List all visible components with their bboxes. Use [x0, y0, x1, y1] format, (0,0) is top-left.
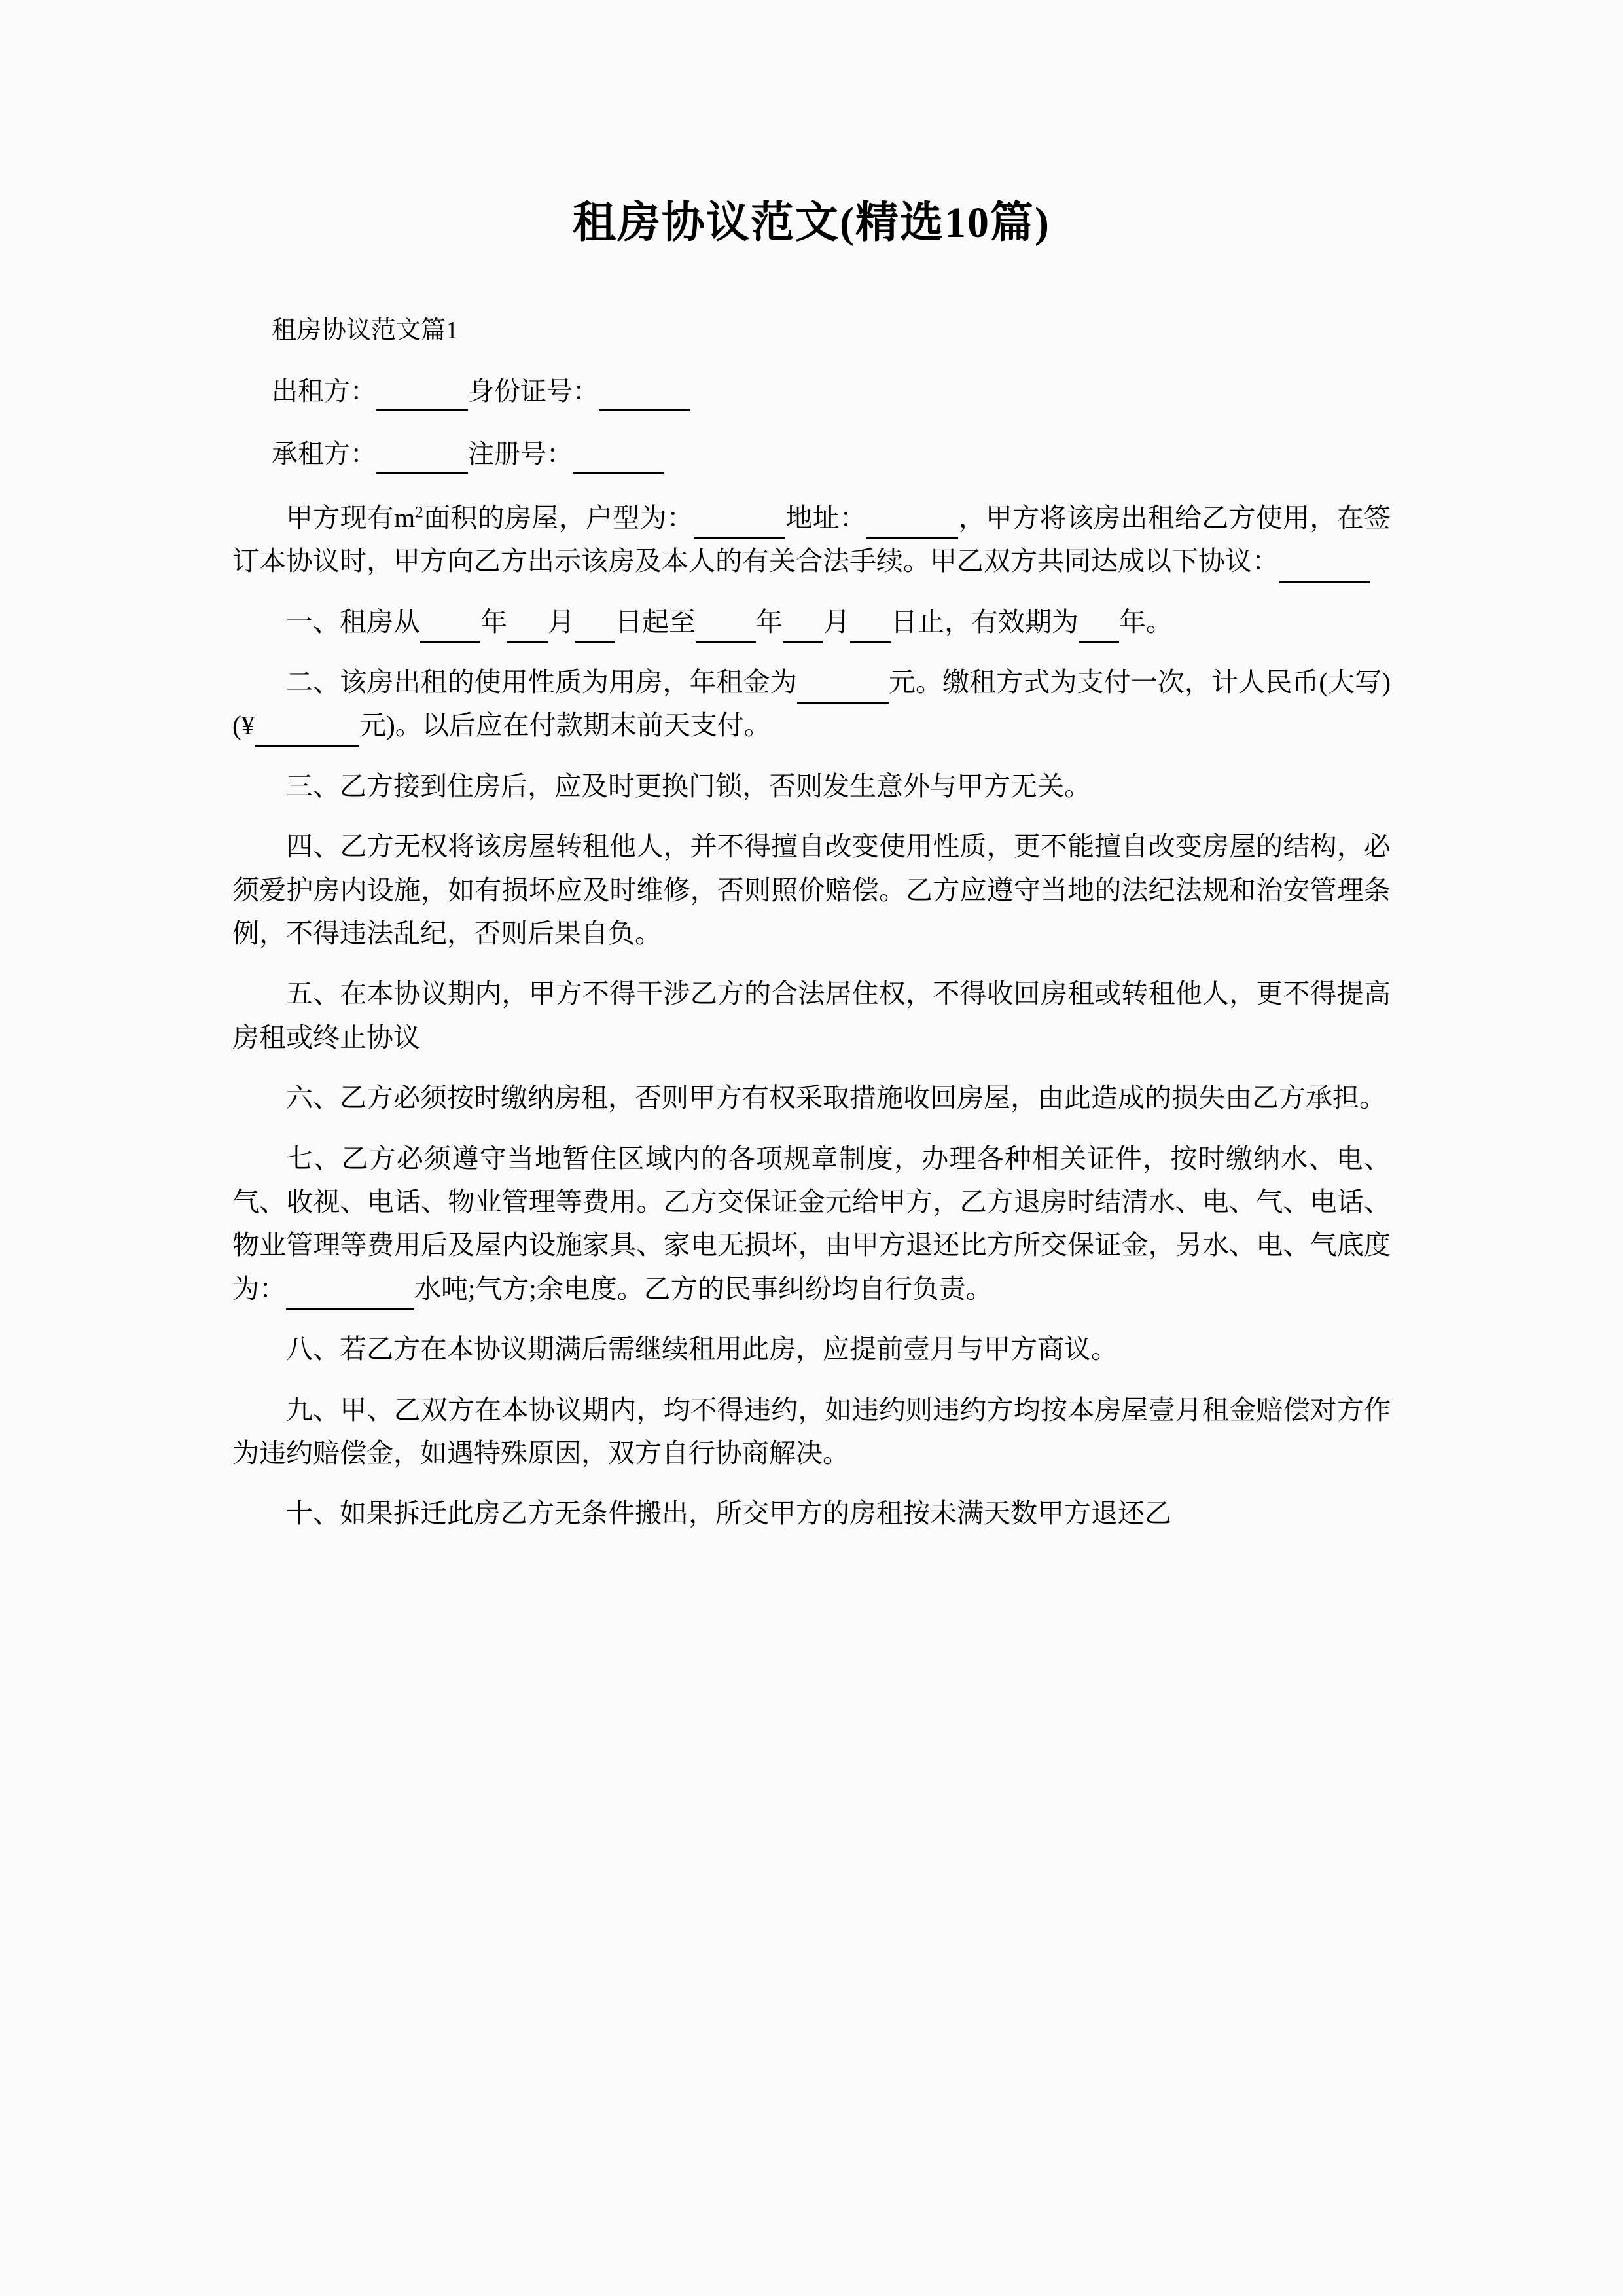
start-month-blank[interactable] — [507, 613, 548, 643]
clause-1-text-f: 月 — [823, 606, 850, 637]
clause-3-paragraph: 三、乙方接到住房后，应及时更换门锁，否则发生意外与甲方无关。 — [286, 770, 1091, 801]
preamble-text-d: ，甲方将该房出租给乙方使用，在签订本协议时，甲方向乙方出示该房及本人的有关合法手续。甲乙双方共同达成以下协议： — [232, 502, 1391, 577]
area-unit-text: m — [394, 502, 416, 533]
end-day-blank[interactable] — [850, 613, 891, 643]
start-year-blank[interactable] — [420, 613, 480, 643]
utility-base-reading-blank[interactable] — [286, 1280, 414, 1310]
clause-2-text-c: 元)。以后应在付款期末前天支付。 — [359, 710, 771, 741]
clause-2-text-a: 二、该房出租的使用性质为用房，年租金为 — [286, 666, 797, 697]
house-type-input-blank[interactable] — [694, 509, 785, 539]
end-year-blank[interactable] — [696, 613, 756, 643]
lessee-field-line — [232, 411, 1391, 474]
end-month-blank[interactable] — [783, 613, 823, 643]
section-label: 租房协议范文篇1 — [272, 316, 459, 344]
clause-7-text-b: 水吨;气方;余电度。乙方的民事纠纷均自行负责。 — [414, 1273, 993, 1304]
clause-1-text-g: 日止，有效期为 — [891, 606, 1079, 637]
clause-2-text-b: 元。缴租方式为支付一次，计人民币(大写)(¥ — [232, 666, 1391, 741]
clause-1-text-c: 月 — [548, 606, 575, 637]
area-unit-superscript: 2 — [415, 503, 423, 522]
clause-2-paragraph — [232, 643, 1391, 747]
agreement-input-blank[interactable] — [1279, 552, 1370, 583]
clause-1-text-b: 年 — [480, 606, 507, 637]
registration-label: 注册号： — [468, 439, 573, 469]
clause-5-paragraph: 五、在本协议期内，甲方不得干涉乙方的合法居住权，不得收回房租或转租他人，更不得提高房租或终止协议 — [232, 978, 1391, 1052]
lessor-label: 出租方： — [272, 376, 376, 406]
page-title: 租房协议范文(精选10篇) — [573, 199, 1050, 247]
address-input-blank[interactable] — [866, 509, 958, 539]
clause-4-paragraph: 四、乙方无权将该房屋转租他人，并不得擅自改变使用性质，更不能擅自改变房屋的结构，必须爱护房内设施，如有损坏应及时维修，否则照价赔偿。乙方应遵守当地的法纪法规和治安管理条例，不得违法乱纪，否则后果自负。 — [232, 831, 1391, 948]
preamble-text-b: 面积的房屋，户型为： — [423, 502, 694, 533]
clause-1-text-a: 一、租房从 — [286, 606, 420, 637]
clause-7-paragraph — [232, 1120, 1391, 1311]
id-number-label: 身份证号： — [468, 376, 599, 406]
clause-6-paragraph: 六、乙方必须按时缴纳房租，否则甲方有权采取措施收回房屋，由此造成的损失由乙方承担。 — [286, 1083, 1386, 1113]
validity-years-blank[interactable] — [1079, 613, 1119, 643]
id-number-input-blank[interactable] — [599, 382, 690, 411]
clause-8-paragraph: 八、若乙方在本协议期满后需继续租用此房，应提前壹月与甲方商议。 — [286, 1334, 1118, 1365]
clause-1-text-d: 日起至 — [615, 606, 696, 637]
preamble-text-a: 甲方现有 — [286, 502, 395, 533]
start-day-blank[interactable] — [575, 613, 615, 643]
clause-1-text-h: 年。 — [1119, 606, 1173, 637]
clause-9-paragraph: 九、甲、乙双方在本协议期内，均不得违约，如违约则违约方均按本房屋壹月租金赔偿对方作为违约赔偿金，如遇特殊原因，双方自行协商解决。 — [232, 1394, 1391, 1468]
preamble-paragraph — [232, 474, 1391, 583]
lessor-input-blank[interactable] — [376, 382, 468, 411]
lessee-input-blank[interactable] — [376, 444, 468, 474]
rent-amount-words-blank[interactable] — [255, 717, 359, 747]
document-content — [232, 0, 1391, 1535]
clause-7-text-a: 七、乙方必须遵守当地暂住区域内的各项规章制度，办理各种相关证件，按时缴纳水、电、气、收视、电话、物业管理等费用。乙方交保证金元给甲方，乙方退房时结清水、电、气、电话、物业管理等费用后及屋内设施家具、家电无损坏，由甲方退还比方所交保证金，另水、电、气底度为： — [232, 1143, 1391, 1304]
annual-rent-blank[interactable] — [797, 673, 889, 704]
clause-1-paragraph — [232, 583, 1391, 643]
registration-input-blank[interactable] — [573, 444, 664, 474]
lessee-label: 承租方： — [272, 439, 376, 469]
lessor-field-line — [232, 348, 1391, 411]
preamble-text-c: 地址： — [785, 502, 867, 533]
clause-10-paragraph: 十、如果拆迁此房乙方无条件搬出，所交甲方的房租按未满天数甲方退还乙 — [286, 1498, 1171, 1529]
clause-1-text-e: 年 — [756, 606, 783, 637]
